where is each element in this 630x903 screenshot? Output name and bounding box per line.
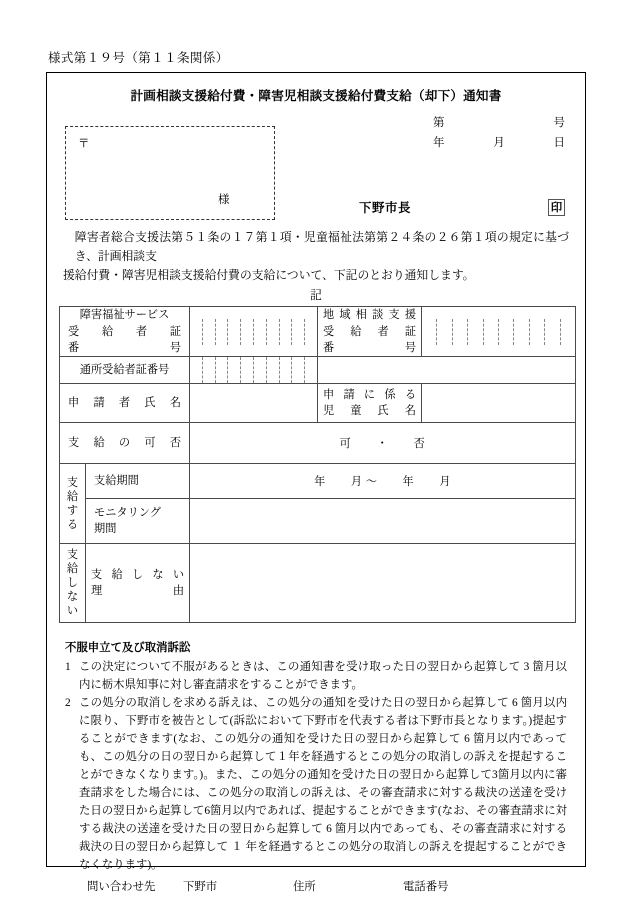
number-cell[interactable] bbox=[514, 319, 529, 345]
seal-stamp-box: 印 bbox=[548, 199, 565, 216]
contact-address-label: 住所 bbox=[293, 881, 316, 894]
number-cell[interactable] bbox=[254, 319, 267, 345]
deny-label-char-0: 支 bbox=[66, 549, 79, 562]
number-cell[interactable] bbox=[305, 319, 317, 345]
commuting-number-input[interactable] bbox=[190, 357, 318, 384]
welfare-service-label-line1: 障害福祉サービス bbox=[79, 309, 170, 322]
welfare-service-label-line3: 番号 bbox=[68, 341, 182, 354]
regional-support-number-grid bbox=[422, 319, 575, 345]
regional-support-label-line3: 番号 bbox=[323, 341, 417, 354]
number-cell[interactable] bbox=[190, 357, 203, 383]
number-cell[interactable] bbox=[292, 319, 305, 345]
child-name-label-cell bbox=[318, 384, 422, 423]
monitoring-period-label-line1: モニタリング bbox=[94, 506, 161, 519]
number-cell[interactable] bbox=[216, 357, 229, 383]
regional-support-label-line1: 地域相談支援 bbox=[323, 309, 417, 322]
number-cell[interactable] bbox=[530, 319, 545, 345]
number-cell[interactable] bbox=[468, 319, 483, 345]
main-table bbox=[59, 306, 576, 623]
applicant-name-label-cell bbox=[60, 384, 190, 423]
deny-group-vertical-label bbox=[60, 544, 86, 623]
monitoring-period-input[interactable] bbox=[190, 499, 576, 544]
contact-label: 問い合わせ先 bbox=[87, 881, 156, 894]
document-number-unit: 号 bbox=[553, 117, 565, 129]
deny-label-char-3: な bbox=[66, 591, 79, 604]
regional-support-label-line2: 受給者証 bbox=[323, 325, 417, 338]
date-month-label: 月 bbox=[493, 137, 505, 149]
contact-phone-label: 電話番号 bbox=[403, 881, 449, 894]
decision-option-no[interactable]: 否 bbox=[413, 438, 426, 451]
table-row-commuting-number bbox=[60, 357, 576, 384]
date-day-label: 日 bbox=[553, 137, 565, 149]
table-row-decision bbox=[60, 423, 576, 464]
number-cell[interactable] bbox=[267, 319, 280, 345]
grant-label-char-2: す bbox=[66, 504, 79, 517]
appeal-heading: 不服申立て及び取消訴訟 bbox=[65, 642, 191, 655]
number-cell[interactable] bbox=[422, 319, 437, 345]
decision-label: 支給の可否 bbox=[68, 436, 182, 449]
deny-label-char-1: 給 bbox=[66, 563, 79, 576]
document-date-line bbox=[433, 134, 565, 150]
issuer-row bbox=[359, 198, 565, 216]
date-year-label: 年 bbox=[433, 137, 445, 149]
appeal-notice bbox=[59, 639, 573, 896]
denial-reason-input[interactable] bbox=[190, 544, 576, 623]
period-end-month: 月 bbox=[439, 476, 451, 489]
period-end-year: 年 bbox=[402, 476, 415, 489]
decision-separator: ・ bbox=[376, 438, 389, 451]
welfare-service-number-grid bbox=[190, 319, 317, 345]
document-number-line bbox=[433, 114, 565, 130]
payment-period-label: 支給期間 bbox=[86, 464, 190, 499]
welfare-service-label-line2: 受給者証 bbox=[68, 325, 182, 338]
grant-label-char-1: 給 bbox=[66, 490, 79, 503]
number-cell[interactable] bbox=[241, 319, 254, 345]
appeal-item bbox=[65, 694, 567, 874]
welfare-service-number-input[interactable] bbox=[190, 307, 318, 357]
period-start-month: 月 bbox=[350, 476, 363, 489]
number-cell[interactable] bbox=[216, 319, 229, 345]
number-cell[interactable] bbox=[228, 357, 241, 383]
number-cell[interactable] bbox=[305, 357, 317, 383]
appeal-item-number: 1 bbox=[65, 661, 71, 674]
contact-city: 下野市 bbox=[183, 881, 218, 894]
number-cell[interactable] bbox=[203, 319, 216, 345]
decision-option-yes[interactable]: 可 bbox=[339, 438, 352, 451]
form-number: 様式第１９号（第１１条関係） bbox=[48, 51, 229, 65]
ki-marker: 記 bbox=[310, 288, 322, 303]
page-title: 計画相談支援給付費・障害児相談支援給付費支給（却下）通知書 bbox=[130, 89, 502, 103]
table-row-monitoring-period bbox=[60, 499, 576, 544]
number-cell[interactable] bbox=[280, 357, 293, 383]
number-cell[interactable] bbox=[453, 319, 468, 345]
number-cell[interactable] bbox=[190, 319, 203, 345]
regional-support-number-input[interactable] bbox=[422, 307, 576, 357]
table-row-payment-period bbox=[60, 464, 576, 499]
decision-options[interactable] bbox=[190, 423, 576, 464]
denial-reason-label-line1: 支給しない bbox=[91, 568, 185, 581]
denial-reason-label-cell bbox=[86, 544, 190, 623]
table-row-receipt-numbers bbox=[60, 307, 576, 357]
appeal-item-text: この決定について不服があるときは、この通知書を受け取った日の翌日から起算して 3 箇月以内に栃木県知事に対し審査請求をすることができます。 bbox=[79, 661, 567, 692]
table-row-names bbox=[60, 384, 576, 423]
commuting-number-blank bbox=[318, 357, 576, 384]
number-cell[interactable] bbox=[499, 319, 514, 345]
number-cell[interactable] bbox=[254, 357, 267, 383]
intro-line-2: 援給付費・障害児相談支援給付費の支給について、下記のとおり通知します。 bbox=[63, 268, 475, 283]
appeal-item-text: この処分の取消しを求める訴えは、この処分の通知を受けた日の翌日から起算して 6 箇月以内に限り、下野市を被告として(訴訟において下野市を代表する者は下野市長となります。)提起することができます(なお、この処分の通知を受けた日の翌日から起算して 6 箇月以内であっても、この処分の日の翌日から起算して１年を経過するとこの処分の取消しの訴えを提起することができなくなります。)。また、この処分の通知を受けた日の翌日から起算して3箇月以内に審査請求をした場合には、この処分の取消しの訴えは、その審査請求に対する裁決の送達を受けた日の翌日から起算して6箇月以内であれば、提起することができます(なお、その審査請求に対する裁決の送達を受けた日の翌日から起算して 6 箇月以内であっても、その審査請求に対する裁決の日の翌日から起算して １ 年を経過するとこの処分の取消しの訴えを提起することができなくなります)。 bbox=[79, 697, 567, 872]
table-row-denial-reason bbox=[60, 544, 576, 623]
number-cell[interactable] bbox=[292, 357, 305, 383]
child-name-label-line1: 申請に係る bbox=[323, 388, 417, 401]
child-name-input[interactable] bbox=[422, 384, 576, 423]
intro-line-1: 障害者総合支援法第５１条の１７第１項・児童福祉法第第２４条の２６第１項の規定に基づき、計画相談支 bbox=[74, 230, 569, 264]
number-cell[interactable] bbox=[267, 357, 280, 383]
regional-support-label-cell bbox=[318, 307, 422, 357]
header-zone bbox=[59, 114, 573, 226]
payment-period-value[interactable] bbox=[190, 464, 576, 499]
document-number-label: 第 bbox=[433, 117, 445, 129]
monitoring-period-label-cell bbox=[86, 499, 190, 544]
denial-reason-label-line2: 理由 bbox=[91, 585, 185, 598]
welfare-service-label-cell bbox=[60, 307, 190, 357]
deny-label-char-2: し bbox=[66, 577, 79, 590]
number-cell[interactable] bbox=[203, 357, 216, 383]
appeal-item-number: 2 bbox=[65, 697, 71, 710]
applicant-name-input[interactable] bbox=[190, 384, 318, 423]
number-cell[interactable] bbox=[561, 319, 575, 345]
issuer-name: 下野市長 bbox=[359, 201, 411, 215]
decision-label-cell bbox=[60, 423, 190, 464]
number-cell[interactable] bbox=[545, 319, 560, 345]
number-cell[interactable] bbox=[241, 357, 254, 383]
addressee-box bbox=[65, 126, 275, 220]
number-cell[interactable] bbox=[228, 319, 241, 345]
form-inner bbox=[47, 73, 585, 894]
grant-group-vertical-label bbox=[60, 464, 86, 544]
number-cell[interactable] bbox=[280, 319, 293, 345]
grant-label-char-0: 支 bbox=[66, 476, 79, 489]
addressee-honorific: 様 bbox=[218, 194, 230, 206]
contact-line bbox=[65, 878, 567, 896]
child-name-label-line2: 児童氏名 bbox=[323, 405, 417, 418]
form-frame bbox=[46, 72, 586, 894]
commuting-number-grid bbox=[190, 357, 317, 383]
number-cell[interactable] bbox=[484, 319, 499, 345]
deny-label-char-4: い bbox=[66, 605, 79, 618]
applicant-name-label: 申請者氏名 bbox=[68, 396, 182, 409]
commuting-number-label: 通所受給者証番号 bbox=[60, 357, 190, 384]
monitoring-period-label-line2: 期間 bbox=[94, 523, 117, 536]
postal-mark-icon: 〒 bbox=[78, 138, 90, 150]
appeal-item bbox=[65, 658, 567, 694]
period-tilde: ～ bbox=[365, 476, 378, 489]
number-cell[interactable] bbox=[437, 319, 452, 345]
period-start-year: 年 bbox=[314, 476, 326, 489]
intro-paragraph bbox=[59, 228, 573, 285]
grant-label-char-3: る bbox=[66, 518, 79, 531]
